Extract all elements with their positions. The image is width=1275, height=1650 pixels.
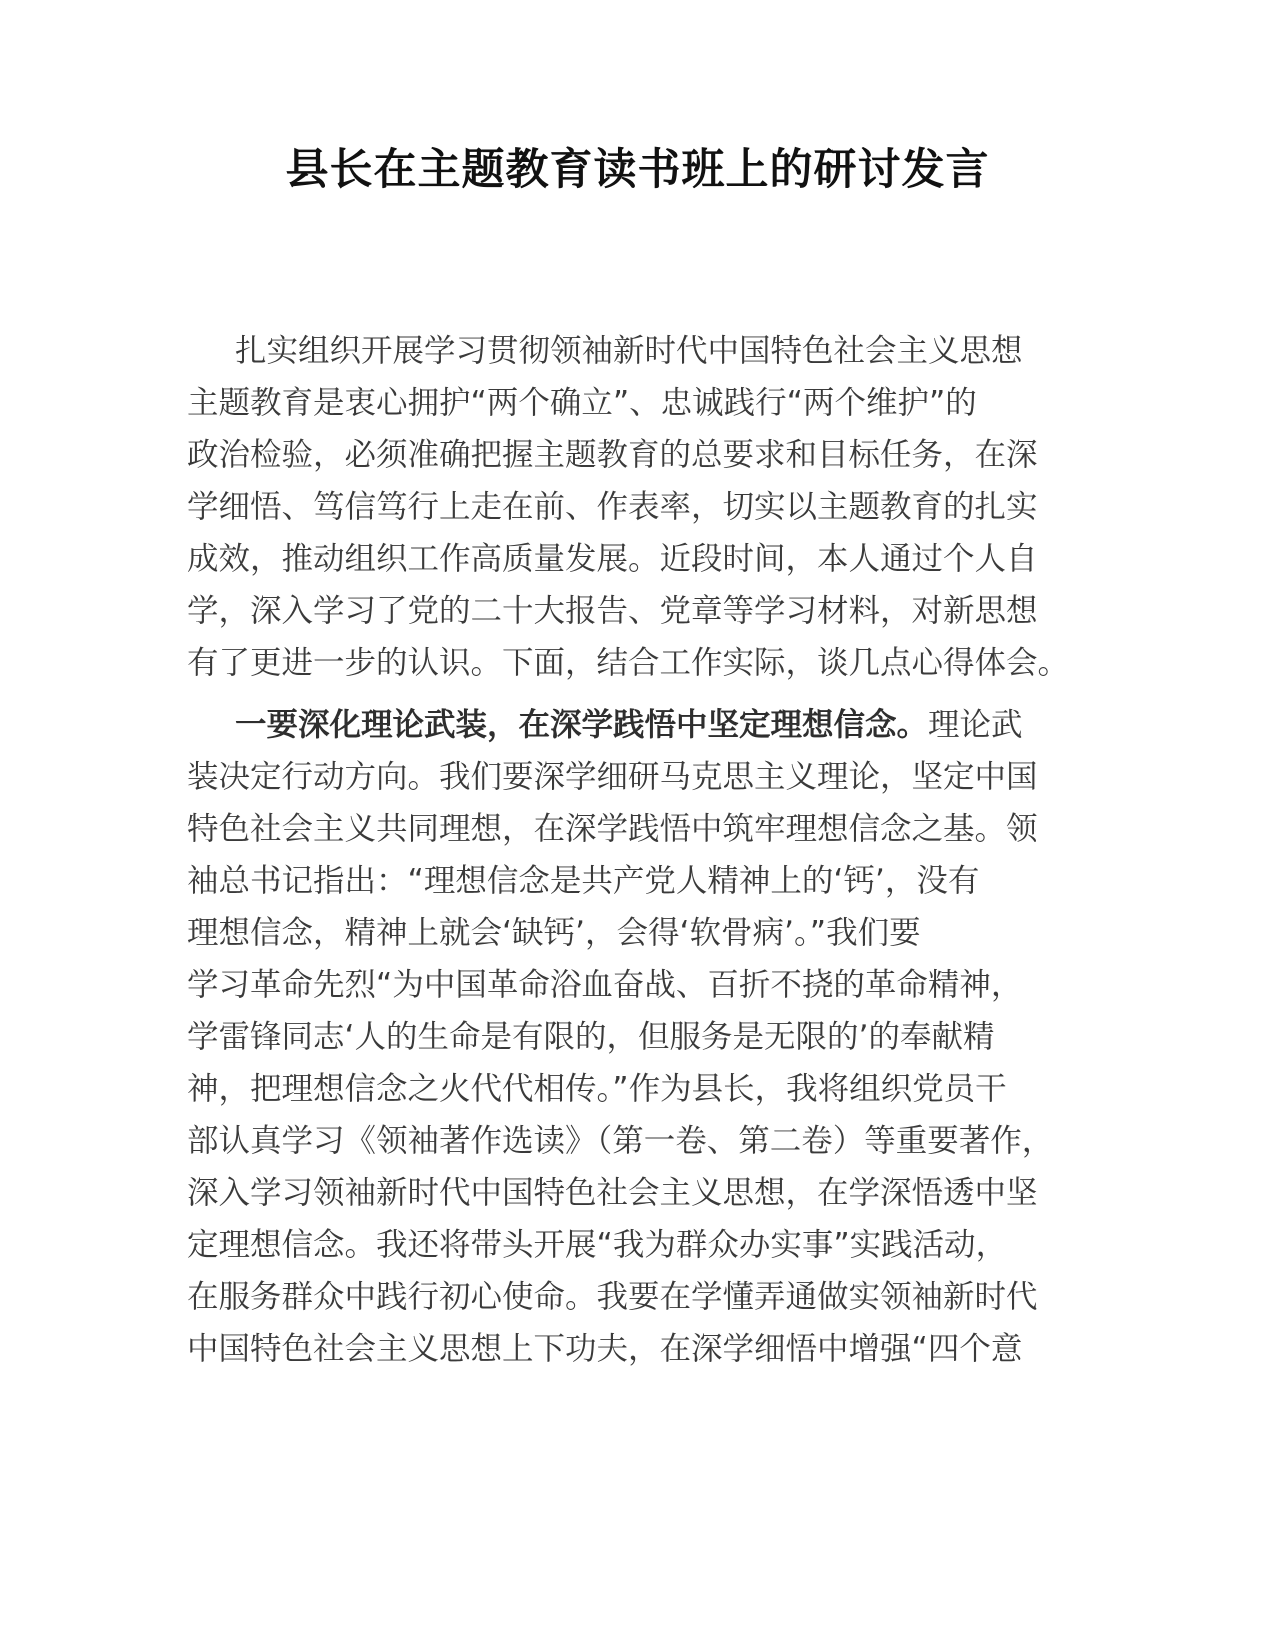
text-line: 在服务群众中践行初心使命。我要在学懂弄通做实领袖新时代 [187, 1279, 1038, 1315]
text-line: 学雷锋同志‘人的生命是有限的，但服务是无限的’的奉献精 [187, 1019, 995, 1055]
text-line: 装决定行动方向。我们要深学细研马克思主义理论，坚定中国 [187, 759, 1038, 795]
text-line: 袖总书记指出：“理想信念是共产党人精神上的‘钙’，没有 [187, 863, 980, 899]
document-body [187, 325, 1087, 1375]
paragraph-intro [187, 325, 1087, 689]
text-line: 主题教育是衷心拥护“两个确立”、忠诚践行“两个维护”的 [187, 385, 977, 421]
text-line: 学，深入学习了党的二十大报告、党章等学习材料，对新思想 [187, 593, 1038, 629]
text-line: 成效，推动组织工作高质量发展。近段时间，本人通过个人自 [187, 541, 1038, 577]
text-line: 定理想信念。我还将带头开展“我为群众办实事”实践活动， [187, 1227, 1008, 1263]
paragraph-theory [187, 699, 1087, 1375]
text-fragment: 理论武 [928, 707, 1023, 743]
section-heading: 一要深化理论武装，在深学践悟中坚定理想信念。 [235, 707, 929, 743]
document-title: 县长在主题教育读书班上的研讨发言 [285, 145, 990, 195]
text-line: 学细悟、笃信笃行上走在前、作表率，切实以主题教育的扎实 [187, 489, 1038, 525]
text-line: 中国特色社会主义思想上下功夫，在深学细悟中增强“四个意 [187, 1331, 1023, 1367]
text-line: 深入学习领袖新时代中国特色社会主义思想，在学深悟透中坚 [187, 1175, 1038, 1211]
text-line: 政治检验，必须准确把握主题教育的总要求和目标任务，在深 [187, 437, 1038, 473]
text-line: 理想信念，精神上就会‘缺钙’，会得‘软骨病’。”我们要 [187, 915, 921, 951]
text-line: 扎实组织开展学习贯彻领袖新时代中国特色社会主义思想 [235, 333, 1023, 369]
text-line: 特色社会主义共同理想，在深学践悟中筑牢理想信念之基。领 [187, 811, 1038, 847]
text-line: 学习革命先烈“为中国革命浴血奋战、百折不挠的革命精神， [187, 967, 1023, 1003]
text-line: 神，把理想信念之火代代相传。”作为县长，我将组织党员干 [187, 1071, 1007, 1107]
text-line [187, 699, 1087, 751]
text-line: 有了更进一步的认识。下面，结合工作实际，谈几点心得体会。 [187, 645, 1070, 681]
text-line: 部认真学习《领袖著作选读》（第一卷、第二卷）等重要著作， [187, 1123, 1054, 1159]
